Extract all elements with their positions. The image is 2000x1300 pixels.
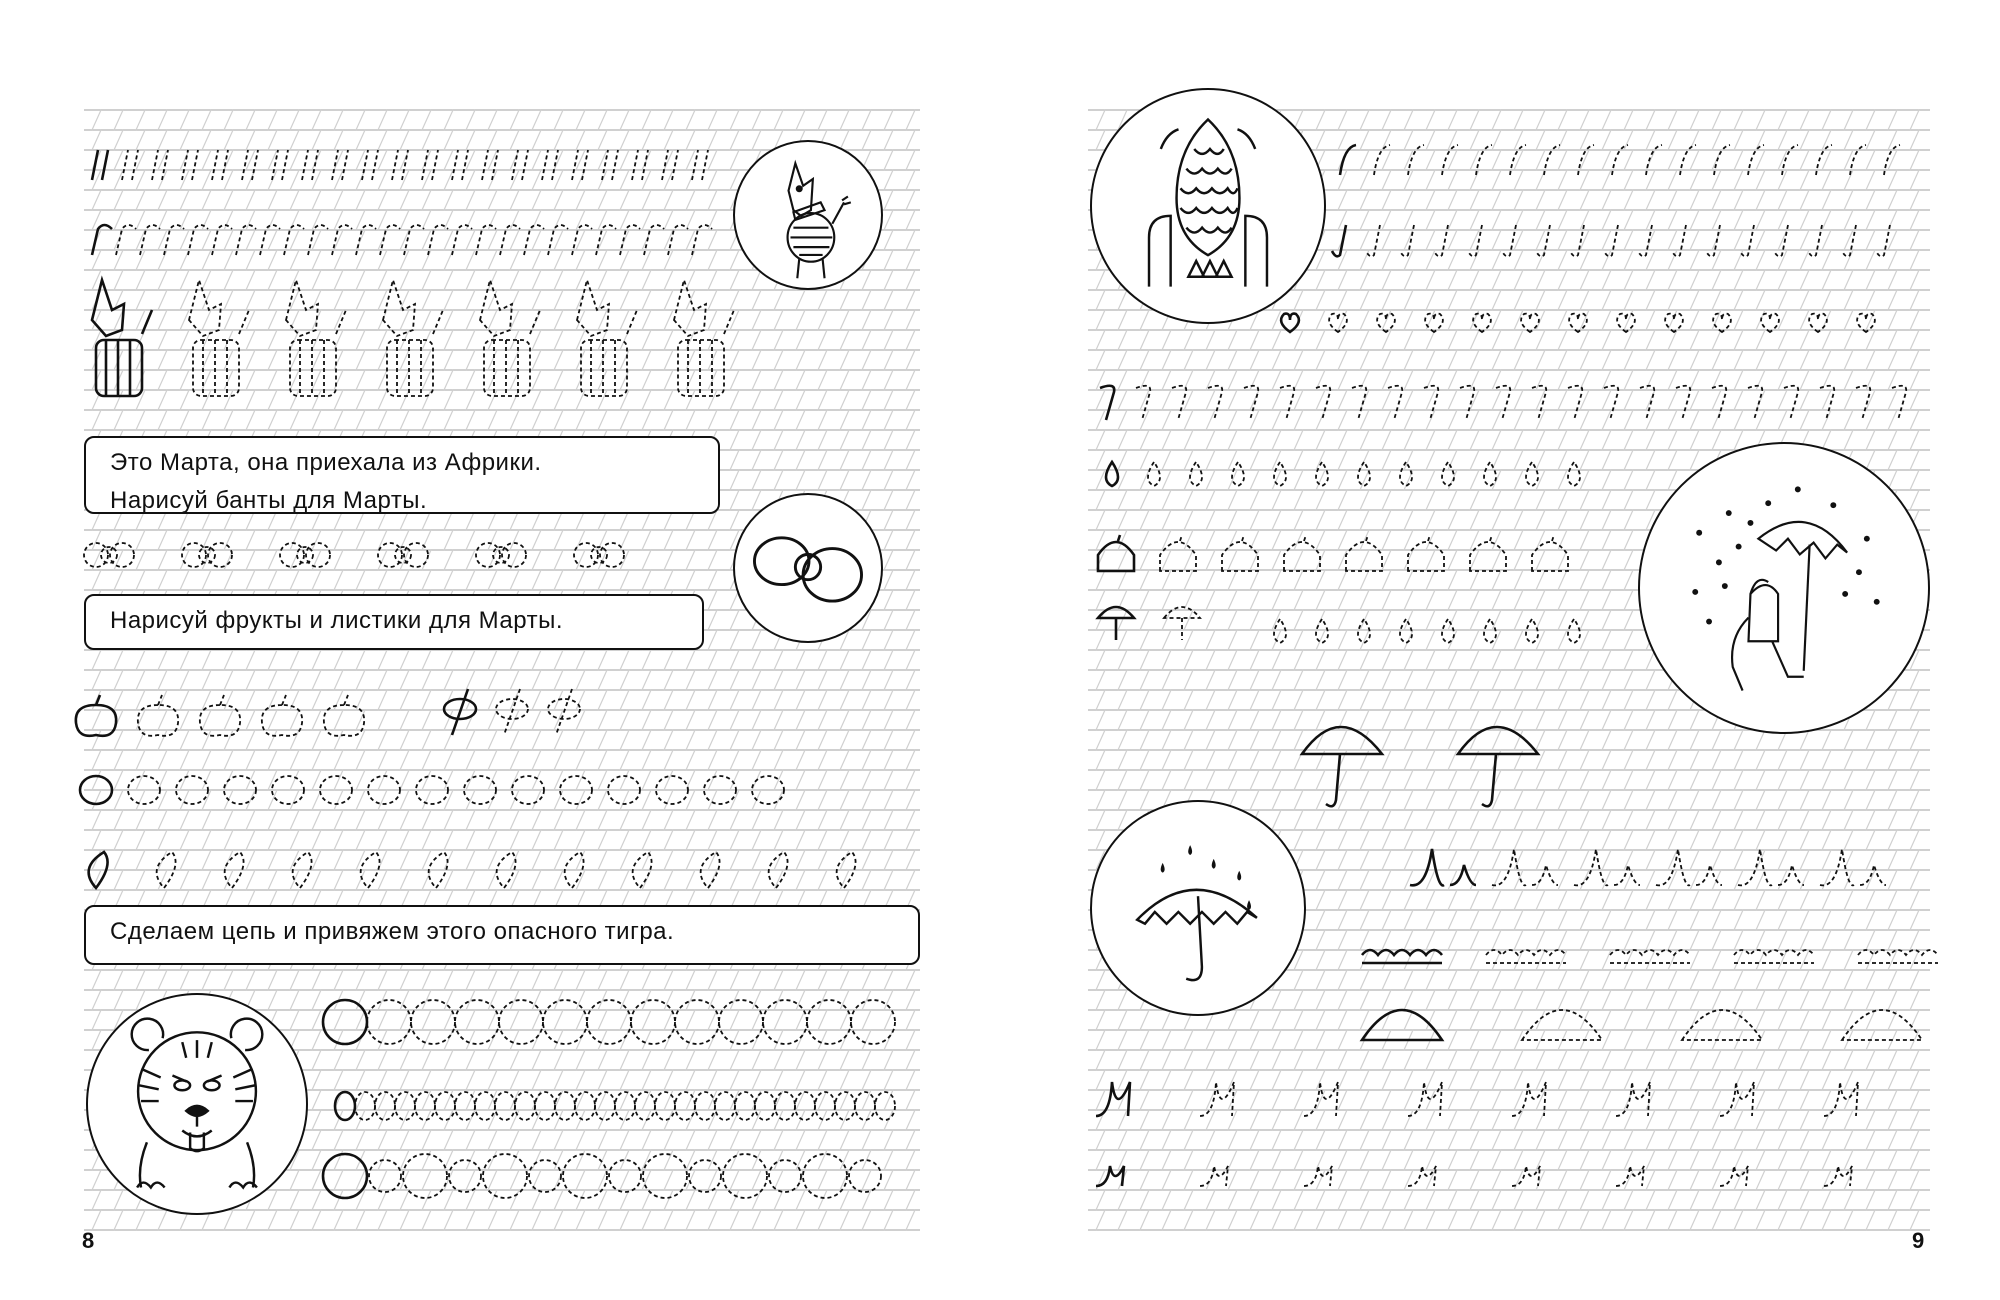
instruction-line: Нарисуй банты для Марты.	[110, 487, 428, 514]
el-row	[1410, 849, 1886, 885]
page-number: 9	[1912, 1228, 1925, 1253]
instruction-box-3	[84, 905, 920, 965]
hook-row	[1100, 386, 1906, 420]
stroke-row-2	[1332, 225, 1890, 256]
man-with-umbrella-icon	[1640, 444, 1928, 732]
instruction-box-1	[84, 436, 720, 514]
drop-row	[1106, 462, 1580, 486]
heart-row	[1281, 314, 1875, 332]
zebra-icon	[735, 142, 881, 288]
tiger-icon	[88, 995, 306, 1213]
fruit-row	[80, 776, 784, 804]
zebra-illustration	[733, 140, 883, 290]
big-umbrella-row	[1302, 727, 1538, 806]
bow-illustration	[733, 493, 883, 643]
em-row	[1096, 1082, 1858, 1116]
hook-row	[92, 225, 712, 255]
instruction-line: Сделаем цепь и привяжем этого опасного тигра.	[110, 918, 675, 945]
ef-row	[444, 689, 580, 735]
onion-dome-icon	[1092, 90, 1324, 322]
stroke-row	[92, 150, 708, 180]
chain-row-1	[323, 1000, 895, 1044]
leaf-row	[89, 852, 856, 888]
instruction-line: Это Марта, она приехала из Африки.	[110, 449, 542, 476]
bow-icon	[735, 495, 881, 641]
umbrella-illustration	[1090, 800, 1306, 1016]
chain-row-3	[323, 1154, 881, 1198]
dome-outline-row	[1362, 1010, 1922, 1040]
wave-row	[1362, 950, 1938, 963]
dome-row	[1098, 535, 1568, 571]
page-number: 8	[82, 1228, 95, 1253]
right-page	[1000, 0, 2000, 1300]
instruction-box-2	[84, 594, 704, 650]
apple-row	[76, 695, 364, 736]
instruction-line: Нарисуй фрукты и листики для Марты.	[110, 607, 563, 634]
onion-dome-illustration	[1090, 88, 1326, 324]
rain-man-illustration	[1638, 442, 1930, 734]
umbrella-with-rain-icon	[1092, 802, 1304, 1014]
drop-row-2	[1274, 619, 1580, 643]
stroke-row	[1340, 145, 1900, 175]
zebra-row	[92, 280, 734, 396]
bow-row	[84, 543, 624, 567]
small-umbrella-row	[1098, 607, 1200, 640]
chain-row-2	[335, 1092, 895, 1120]
em-small-row	[1096, 1166, 1852, 1186]
tiger-illustration	[86, 993, 308, 1215]
